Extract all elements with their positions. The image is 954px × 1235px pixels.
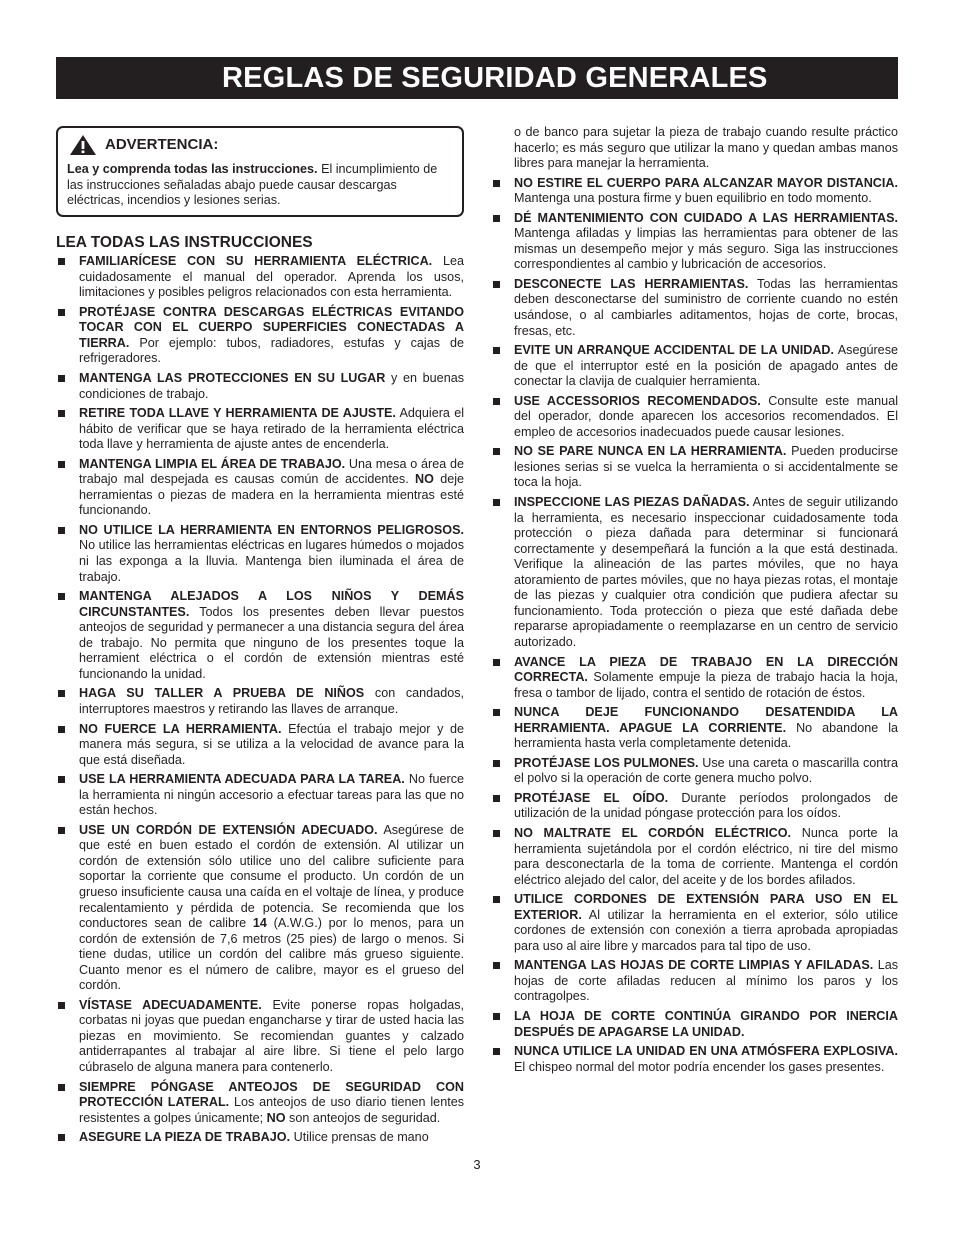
rule-text: Todos los presentes deben llevar puestos anteojos de seguridad y permanecer a una distancia segura del área de trabajo. No permita que ninguno de los presentes toque la herramient eléctrica o el cordón de extensión mientras esté funcionando la unidad. <box>79 604 464 681</box>
rule-heading: EVITE UN ARRANQUE ACCIDENTAL DE LA UNIDAD. <box>514 343 835 358</box>
rule-text: Utilice prensas de mano <box>293 1130 429 1145</box>
rule-heading: DESCONECTE LAS HERRAMIENTAS. <box>514 276 749 291</box>
section-heading: LEA TODAS LAS INSTRUCCIONES <box>56 233 313 251</box>
warning-header <box>69 134 453 156</box>
rule-emphasis: 14 <box>252 916 267 931</box>
safety-rule <box>56 998 464 1076</box>
safety-rule <box>491 211 898 273</box>
rule-heading: USE LA HERRAMIENTA ADECUADA PARA LA TAREA. <box>79 772 405 787</box>
rule-heading: HAGA SU TALLER A PRUEBA DE NIÑOS <box>79 686 365 701</box>
rule-emphasis: NO <box>266 1110 286 1125</box>
rule-heading: MANTENGA LAS HOJAS DE CORTE LIMPIAS Y AFILADAS. <box>514 958 874 973</box>
continued-text: o de banco para sujetar la pieza de trabajo cuando resulte práctico hacerlo; es más seguro que utilizar la mano y quedan ambas manos libres para manejar la herramienta. <box>514 125 898 171</box>
safety-rule <box>56 371 464 402</box>
rule-text: No utilice las herramientas eléctricas en lugares húmedos o mojados ni las exponga a la lluvia. Mantenga bien iluminada el área de trabajo. <box>79 538 464 584</box>
rule-text: Los anteojos de uso diario tienen lentes resistentes a golpes únicamente; <box>79 1095 464 1125</box>
rule-emphasis: NO <box>415 472 434 487</box>
rule-heading: NO MALTRATE EL CORDÓN ELÉCTRICO. <box>514 825 792 840</box>
rule-heading: MANTENGA ALEJADOS A LOS NIÑOS Y DEMÁS CIRCUNSTANTES. <box>79 589 464 619</box>
rule-heading: NO SE PARE NUNCA EN LA HERRAMIENTA. <box>514 444 787 459</box>
safety-rule <box>56 772 464 819</box>
rule-heading: NO ESTIRE EL CUERPO PARA ALCANZAR MAYOR DISTANCIA. <box>514 175 898 190</box>
safety-rule <box>56 1130 464 1146</box>
rule-heading: MANTENGA LAS PROTECCIONES EN SU LUGAR <box>79 371 386 386</box>
safety-rule <box>491 826 898 888</box>
safety-rule <box>56 823 464 994</box>
warning-title: ADVERTENCIA: <box>105 136 219 154</box>
safety-rule <box>491 277 898 339</box>
rule-text: con candados, interruptores maestros y retirando las llaves de arranque. <box>79 686 464 716</box>
safety-rule <box>491 1009 898 1040</box>
safety-rule <box>491 705 898 752</box>
rule-text: No abandone la herramienta hasta verla completamente detenida. <box>514 720 899 751</box>
rule-text: Nunca porte la herramienta sujetándola por el cordón eléctrico, ni tire del mismo para desconectarla de la toma de corriente. Mantenga el cordón eléctrico alejado del calor, del aceite y de los bordes afilados. <box>514 825 898 887</box>
safety-rule <box>491 756 898 787</box>
rule-heading: PROTÉJASE CONTRA DESCARGAS ELÉCTRICAS EVITANDO TOCAR CON EL CUERPO SUPERFICIES CONECTADAS A TIERRA. <box>79 304 464 350</box>
safety-rule <box>56 589 464 682</box>
rule-text: Mantenga afiladas y limpias las herramientas para obtener de las mismas un desempeño mejor y más seguro. Siga las instrucciones correspondientes al cambio y lubricación de accesorios. <box>514 226 898 272</box>
rule-heading: PROTÉJASE EL OÍDO. <box>514 790 669 805</box>
safety-rule <box>56 305 464 367</box>
right-column <box>491 125 898 1079</box>
rule-heading: INSPECCIONE LAS PIEZAS DAÑADAS. <box>514 495 750 510</box>
rule-text: Lea cuidadosamente el manual del operador. Aprenda los usos, limitaciones y posibles peligros relacionados con esta herramienta. <box>79 254 464 300</box>
rule-text: deje herramientas o piezas de madera en la herramienta mientras esté funcionando. <box>79 472 464 518</box>
rule-heading: RETIRE TODA LLAVE Y HERRAMIENTA DE AJUSTE. <box>79 406 396 421</box>
safety-rule <box>56 1080 464 1127</box>
rule-heading: LA HOJA DE CORTE CONTINÚA GIRANDO POR INERCIA DESPUÉS DE APAGARSE LA UNIDAD. <box>514 1008 898 1039</box>
rule-text: y en buenas condiciones de trabajo. <box>79 371 464 401</box>
right-rule-list <box>491 176 898 1076</box>
page-title: REGLAS DE SEGURIDAD GENERALES <box>56 57 898 99</box>
rule-text: (A.W.G.) por lo menos, para un cordón de extensión de 7,6 metros (25 pies) de largo o menos. Si tiene dudas, utilice un cordón del calibre más grueso siguiente. Cuanto menor es el número de calibre, mayor es el grueso del cordón. <box>79 916 464 993</box>
safety-rule <box>491 444 898 491</box>
safety-rule <box>491 791 898 822</box>
warning-text <box>67 162 453 209</box>
rule-text: El chispeo normal del motor podría encender los gases presentes. <box>514 1059 885 1074</box>
left-rule-list <box>56 254 464 1146</box>
rule-heading: MANTENGA LIMPIA EL ÁREA DE TRABAJO. <box>79 456 346 471</box>
warning-triangle-icon <box>69 134 97 156</box>
rule-text: Una mesa o área de trabajo mal despejada es causas común de accidentes. <box>79 456 464 487</box>
safety-rule <box>491 958 898 1005</box>
rule-text: Mantenga una postura firme y buen equilibrio en todo momento. <box>514 191 872 206</box>
safety-rule <box>491 892 898 954</box>
rule-text: Use una careta o mascarilla contra el polvo si la operación de corte genera mucho polvo. <box>514 755 898 786</box>
rule-heading: NUNCA UTILICE LA UNIDAD EN UNA ATMÓSFERA EXPLOSIVA. <box>514 1044 898 1059</box>
rule-heading: UTILICE CORDONES DE EXTENSIÓN PARA USO EN EL EXTERIOR. <box>514 892 898 922</box>
warning-body: El incumplimiento de las instrucciones señaladas abajo puede causar descargas eléctricas, incendios y lesiones serias. <box>67 162 438 208</box>
safety-rule <box>56 686 464 717</box>
rule-text: Consulte este manual del operador, donde aparecen los accesorios recomendados. El empleo de accesorios inadecuados puede causar lesiones. <box>514 393 898 439</box>
rule-text: Efectúa el trabajo mejor y de manera más segura, si se utiliza a la velocidad de avance para la que está diseñada. <box>79 721 464 767</box>
rule-heading: VÍSTASE ADECUADAMENTE. <box>79 997 262 1012</box>
rule-heading: FAMILIARÍCESE CON SU HERRAMIENTA ELÉCTRICA. <box>79 254 433 269</box>
safety-rule <box>56 457 464 519</box>
page-number: 3 <box>473 1157 481 1172</box>
safety-rule <box>56 722 464 769</box>
rule-text: Por ejemplo: tubos, radiadores, estufas y cajas de refrigeradores. <box>79 335 464 366</box>
safety-rule <box>491 655 898 702</box>
rule-heading: PROTÉJASE LOS PULMONES. <box>514 755 699 770</box>
rule-heading: USE ACCESSORIOS RECOMENDADOS. <box>514 393 761 408</box>
rule-heading: NO UTILICE LA HERRAMIENTA EN ENTORNOS PELIGROSOS. <box>79 522 464 537</box>
rule-text: Evite ponerse ropas holgadas, corbatas ni joyas que puedan engancharse y tirar de usted hacia las piezas en movimiento. Se recomiendan guantes y calzado antiderrapantes al trabajar al aire libre. Si tiene el pelo largo cúbraselo de alguna manera para contenerlo. <box>79 997 465 1074</box>
safety-rule <box>491 343 898 390</box>
rule-heading: SIEMPRE PÓNGASE ANTEOJOS DE SEGURIDAD CON PROTECCIÓN LATERAL. <box>79 1079 464 1110</box>
rule-text: Asegúrese de que el interruptor esté en la posición de apagado antes de conectar la clavija de cualquier herramienta. <box>514 343 898 389</box>
rule-text: Antes de seguir utilizando la herramienta, es necesario inspeccionar cuidadosamente toda protección o pieza dañada para determinar si funcionará correctamente y desempeñará la función a la que está destinada. Verifique la alineación de las partes móviles, que no haya atoramiento de partes móviles, que no haya piezas rotas, el montaje de las piezas y cualquier otra condición que pudiera afectar su funcionamiento. Toda protección o pieza que esté dañada debe repararse apropiadamente o reemplazarse en un centro de servicio autorizado. <box>514 495 898 649</box>
rule-heading: ASEGURE LA PIEZA DE TRABAJO. <box>79 1130 291 1145</box>
rule-heading: USE UN CORDÓN DE EXTENSIÓN ADECUADO. <box>79 822 378 837</box>
safety-rule <box>56 523 464 585</box>
rule-text: Adquiera el hábito de verificar que se haya retirado de la herramienta eléctrica toda llave y herramienta de ajuste antes de encenderla. <box>79 406 464 452</box>
rule-text: son anteojos de seguridad. <box>289 1110 441 1125</box>
safety-rule <box>491 176 898 207</box>
rule-text: Solamente empuje la pieza de trabajo hacia la hoja, fresa o tambor de lijado, contra el sentido de rotación de éstos. <box>514 670 898 700</box>
rule-heading: NO FUERCE LA HERRAMIENTA. <box>79 721 282 736</box>
rule-heading: DÉ MANTENIMIENTO CON CUIDADO A LAS HERRAMIENTAS. <box>514 210 898 225</box>
rule-heading: AVANCE LA PIEZA DE TRABAJO EN LA DIRECCIÓN CORRECTA. <box>514 654 898 685</box>
safety-rule <box>491 1044 898 1075</box>
rule-text: Durante períodos prolongados de utilización de la unidad póngase protección para los oídos. <box>514 790 898 821</box>
rule-text: Asegúrese de que esté en buen estado el cordón de extensión. Al utilizar un cordón de extensión sólo utilice uno del calibre suficiente para soportar la corriente que consume el producto. Un cordón de un grueso insuficiente causa una caída en el voltaje de línea, y produce recalentamiento y pérdida de potencia. Se recomienda que los conductores sean de calibre <box>79 822 465 931</box>
rule-text: Pueden producirse lesiones serias si se vuelca la herramienta o si accidentalmente se toca la hoja. <box>514 444 898 490</box>
rule-text: No fuerce la herramienta ni ningún accesorio a efectuar tareas para las que no están hechos. <box>79 772 465 818</box>
safety-rule <box>56 254 464 301</box>
rule-heading: NUNCA DEJE FUNCIONANDO DESATENDIDA LA HERRAMIENTA. APAGUE LA CORRIENTE. <box>514 705 898 735</box>
rule-text: Todas las herramientas deben desconectarse del suministro de corriente cuando no estén usándose, o al cambiarles aditamentos, hojas de corte, brocas, fresas, etc. <box>514 276 898 338</box>
left-column <box>56 124 464 1150</box>
safety-rule <box>56 406 464 453</box>
safety-rule <box>491 394 898 441</box>
safety-rule <box>491 495 898 650</box>
warning-lead: Lea y comprenda todas las instrucciones. <box>67 162 318 176</box>
warning-box <box>56 126 464 217</box>
rule-text: Las hojas de corte afiladas reducen al mínimo los paros y los contragolpes. <box>514 958 899 1004</box>
rule-text: Al utilizar la herramienta en el exterior, sólo utilice cordones de extensión con conexión a tierra aprobada apropiadas para uso al aire libre y marcados para tal tipo de uso. <box>514 907 898 953</box>
